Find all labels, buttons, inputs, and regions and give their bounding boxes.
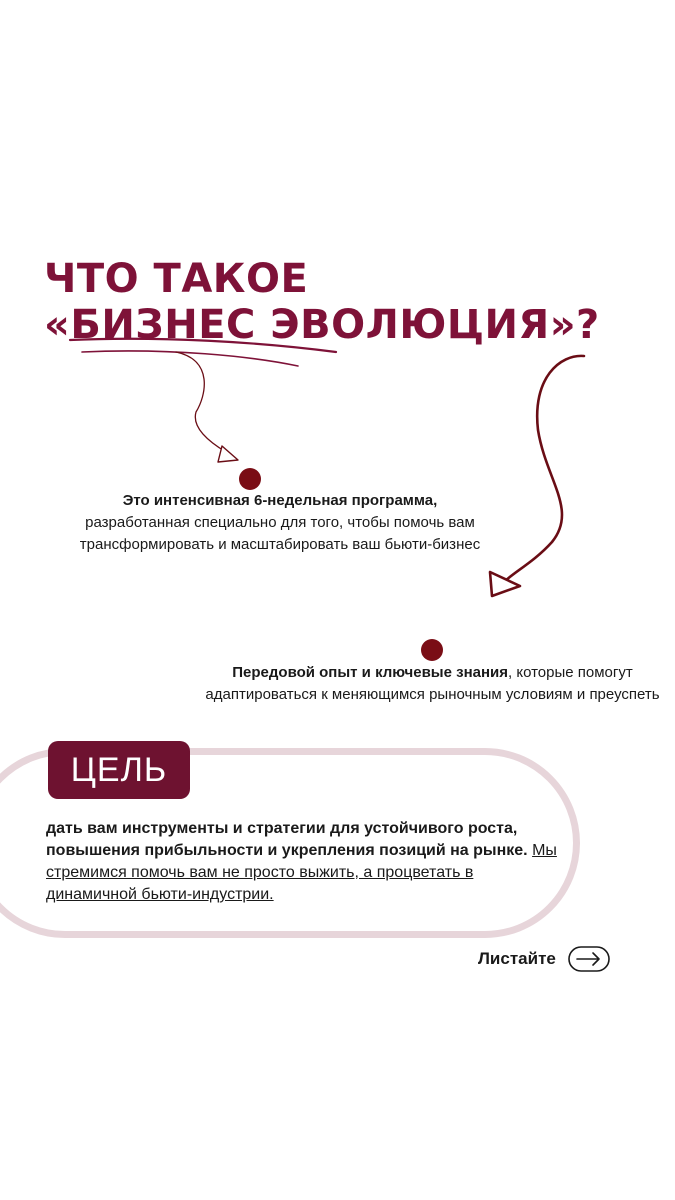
goal-text — [46, 818, 566, 906]
curved-arrow-small — [176, 352, 226, 452]
program-description-bold: Это интенсивная 6-недельная программа, — [122, 492, 438, 509]
bullet-dot-1 — [239, 468, 261, 490]
bullet-dot-2 — [421, 639, 443, 661]
goal-badge: ЦЕЛЬ — [48, 741, 190, 799]
program-description-text: разработанная специально для того, чтобы помочь вам трансформировать и масштабировать ваш бьюти-бизнес — [79, 514, 481, 553]
expertise-description — [205, 662, 660, 706]
curved-arrow-large-head — [490, 572, 520, 596]
page-title-line-2: «БИЗНЕС ЭВОЛЮЦИЯ»? — [44, 302, 600, 348]
arrow-right-icon — [568, 946, 610, 972]
curved-arrow-small-head — [218, 446, 238, 462]
scroll-label: Листайте — [478, 949, 556, 968]
program-description — [20, 490, 540, 556]
page-title — [44, 256, 600, 348]
page-title-line-1: ЧТО ТАКОЕ — [44, 256, 309, 302]
goal-text-underlined: Мы стремимся помочь вам не просто выжить, а процветать в динамичной бьюти-индустрии. — [46, 842, 557, 903]
scroll-prompt[interactable] — [478, 946, 610, 972]
goal-text-bold: дать вам инструменты и стратегии для устойчивого роста, повышения прибыльности и укрепления позиций на рынке. — [46, 820, 528, 859]
expertise-description-bold: Передовой опыт и ключевые знания — [232, 664, 509, 681]
title-underline-stroke-2 — [82, 351, 298, 366]
expertise-description-text: , которые помогут адаптироваться к меняющимся рыночным условиям и преуспеть — [205, 664, 660, 703]
